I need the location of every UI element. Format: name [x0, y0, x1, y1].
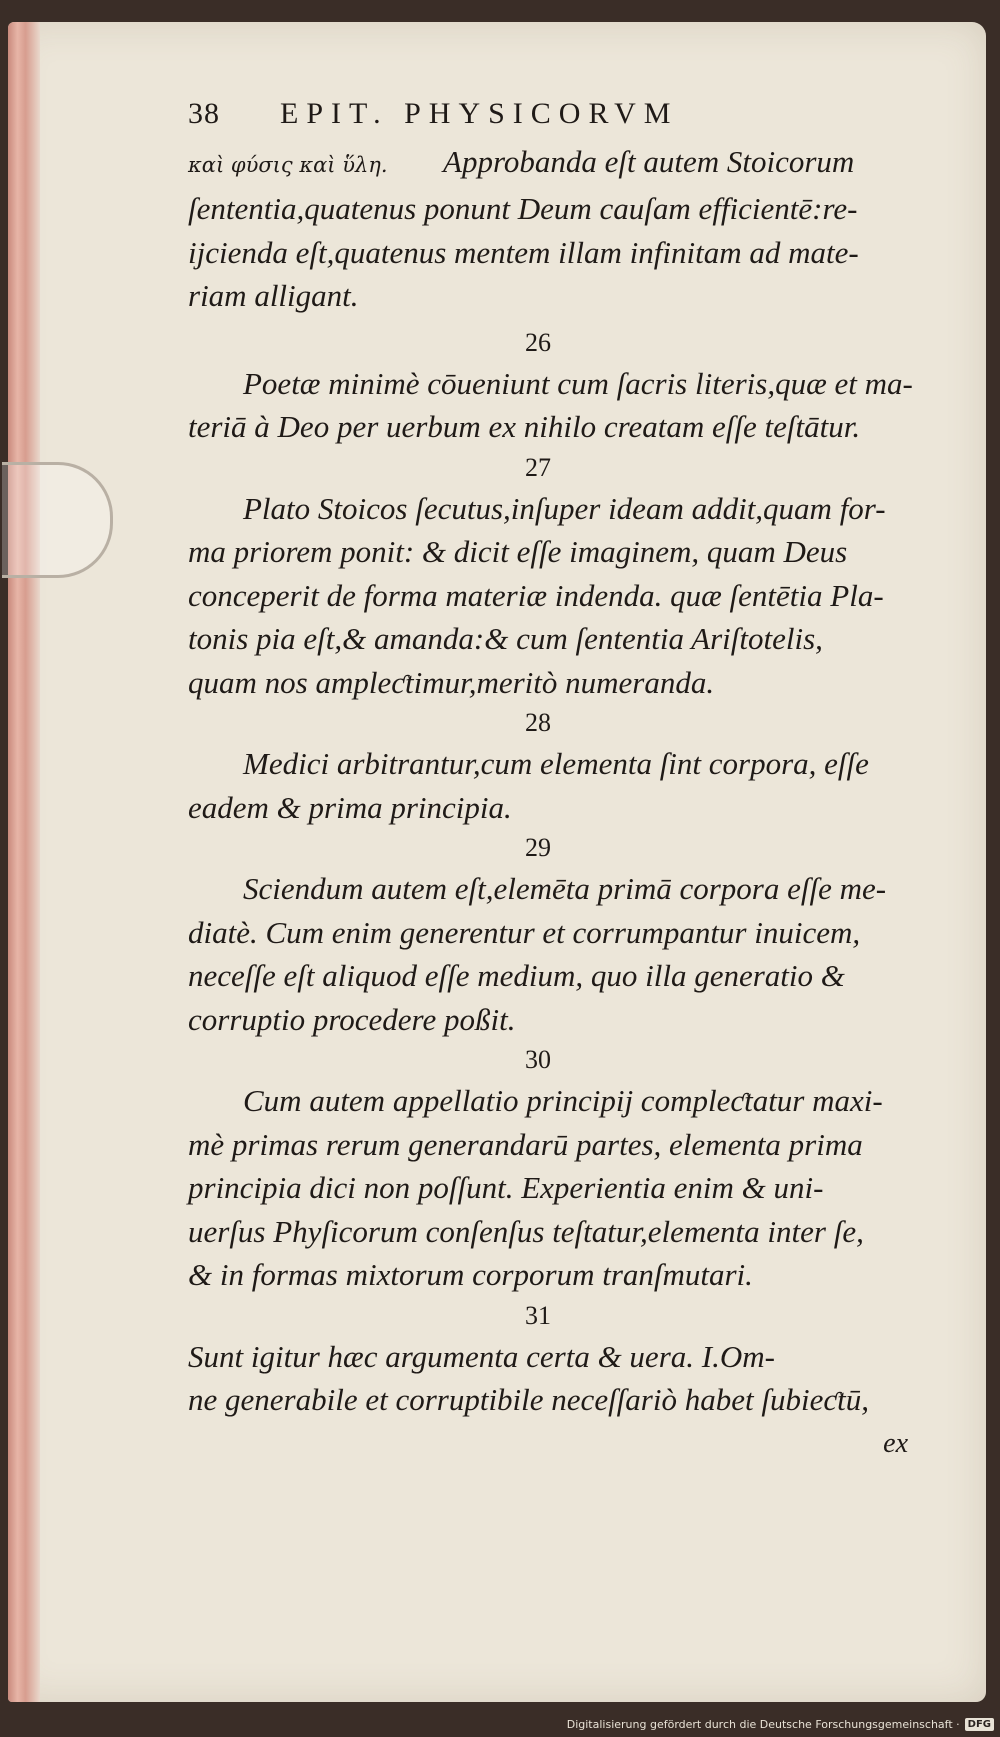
- text-line: eadem & prima principia.: [188, 789, 512, 825]
- page-content: [188, 92, 968, 1465]
- greek-phrase: καὶ φύσις καὶ ὕλη.: [188, 152, 388, 177]
- page-edge: [8, 22, 40, 1702]
- text-line: conceperit de forma materiæ indenda. quæ ſentētia Pla-: [188, 577, 884, 613]
- text-line: Cum autem appellatio principij compleƈtatur maxi-: [243, 1083, 883, 1118]
- section-number: 28: [525, 708, 551, 737]
- text-line: ſententia,quatenus ponunt Deum cauſam efficientē:re-: [188, 191, 858, 226]
- section-number: 31: [525, 1300, 551, 1330]
- section-number: 27: [525, 452, 551, 482]
- text-line: Medici arbitrantur,cum elementa ſint corpora, eſſe: [243, 746, 869, 781]
- text-line: Sunt igitur hæc argumenta certa & uera. I.Om-: [188, 1338, 775, 1374]
- text-line: Sciendum autem eſt,elemēta primā corpora eſſe me-: [243, 871, 887, 906]
- text-line: uerſus Phyſicorum conſenſus teſtatur,elementa inter ſe,: [188, 1213, 864, 1249]
- running-title: EPIT. PHYSICORVM: [280, 97, 679, 130]
- text-line: diatè. Cum enim generentur et corrumpantur inuicem,: [188, 914, 861, 950]
- intro-text: Approbanda eſt autem Stoicorum: [443, 143, 855, 179]
- text-line: mè primas rerum generandarū partes, elementa prima: [188, 1126, 863, 1162]
- running-header: [188, 92, 968, 136]
- book-page: [8, 22, 986, 1702]
- section-number: 30: [525, 1045, 551, 1074]
- dfg-logo: DFG: [965, 1718, 994, 1731]
- text-line: quam nos ampleƈtimur,meritò numeranda.: [188, 664, 715, 700]
- catchword: ex: [883, 1427, 908, 1459]
- text-line: ijcienda eſt,quatenus mentem illam infinitam ad mate-: [188, 234, 859, 270]
- text-line: teriā à Deo per uerbum ex nihilo creatam eſſe teſtātur.: [188, 409, 861, 444]
- section-number: 26: [525, 327, 551, 357]
- intro-first-line: [188, 140, 968, 188]
- text-line: corruptio procedere poßit.: [188, 1001, 516, 1037]
- digitization-credit: [567, 1718, 994, 1731]
- text-line: ne generabile et corruptibile neceſſariò habet ſubieƈtū,: [188, 1382, 869, 1417]
- text-line: principia dici non poſſunt. Experientia enim & uni-: [188, 1170, 824, 1205]
- text-line: Plato Stoicos ſecutus,inſuper ideam addit,quam for-: [243, 490, 886, 526]
- text-line: Poetæ minimè cōueniunt cum ſacris literis,quæ et ma-: [243, 365, 913, 401]
- text-line: & in formas mixtorum corporum tranſmutari.: [188, 1257, 753, 1292]
- text-line: tonis pia eſt,& amanda:& cum ſententia Ariſtotelis,: [188, 621, 823, 656]
- text-line: riam alligant.: [188, 278, 359, 313]
- page-number: 38: [188, 97, 220, 130]
- text-line: ma priorem ponit: & dicit eſſe imaginem, quam Deus: [188, 534, 848, 569]
- bookmark-clip: [2, 462, 113, 578]
- text-line: neceſſe eſt aliquod eſſe medium, quo illa generatio &: [188, 958, 845, 993]
- credit-text: Digitalisierung gefördert durch die Deutsche Forschungsgemeinschaft ·: [566, 1718, 960, 1731]
- section-number: 29: [525, 833, 551, 862]
